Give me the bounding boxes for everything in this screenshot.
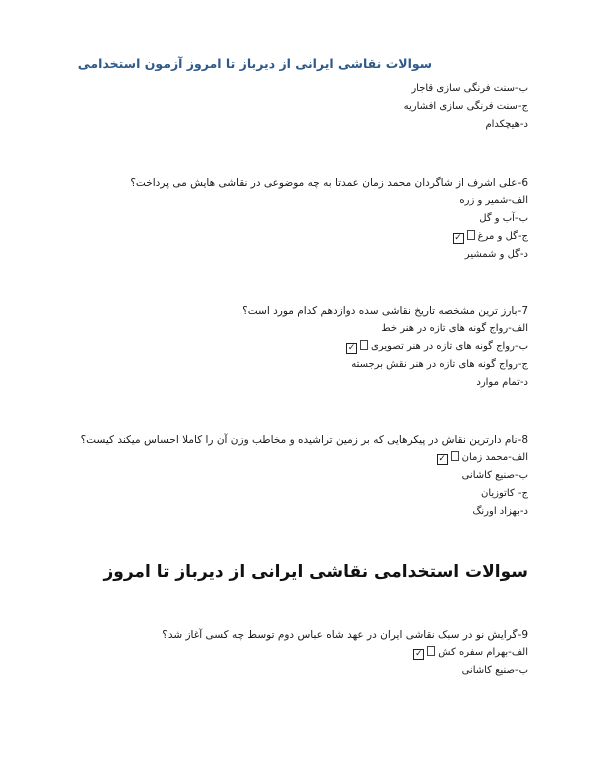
checkmark-icon: ✓ bbox=[454, 233, 462, 243]
q7-option-d: د-تمام موارد bbox=[476, 377, 528, 388]
q8-option-c: ج- کاتوزیان bbox=[480, 488, 528, 499]
q6-option-c-row bbox=[453, 230, 528, 244]
q9-option-b: ب-صنیع کاشانی bbox=[461, 665, 528, 676]
section-heading: سوالات استخدامی نقاشی ایرانی از دیرباز تا امروز bbox=[103, 562, 528, 582]
q5-option-c: ج-سنت فرنگی سازی افشاریه bbox=[403, 101, 528, 112]
checkmark-icon: ✓ bbox=[347, 343, 356, 353]
empty-box-icon bbox=[360, 340, 368, 350]
q7-question: 7-بارز ترین مشخصه تاریخ نقاشی سده دوازدهم کدام مورد است؟ bbox=[242, 305, 528, 317]
page-header-title: سوالات نقاشی ایرانی از دیرباز تا امروز آزمون استخدامی bbox=[77, 56, 432, 71]
empty-box-icon bbox=[427, 646, 435, 656]
q8-option-b: ب-صنیع کاشانی bbox=[461, 470, 528, 481]
q7-option-b: ب-رواج گونه های تازه در هنر تصویری bbox=[371, 341, 528, 352]
q9-question: 9-گرایش نو در سبک نقاشی ایران در عهد شاه عباس دوم توسط چه کسی آغاز شد؟ bbox=[162, 629, 528, 641]
q8-question: 8-نام دارترین نقاش در پیکرهایی که بر زمین تراشیده و مخاطب وزن آن را کاملا احساس میکند کیست؟ bbox=[80, 434, 528, 446]
empty-box-icon bbox=[467, 230, 475, 240]
q5-option-b: ب-سنت فرنگی سازی قاجار bbox=[411, 83, 528, 94]
q6-option-c: ج-گل و مرغ bbox=[477, 231, 528, 242]
q7-option-b-row bbox=[346, 340, 528, 354]
q6-option-a: الف-شمیر و زره bbox=[459, 195, 528, 206]
checkmark-icon: ✓ bbox=[414, 649, 423, 659]
q8-option-a: الف-محمد زمان bbox=[461, 452, 528, 463]
q8-option-a-row bbox=[437, 451, 528, 465]
q6-option-b: ب-آب و گل bbox=[479, 213, 528, 224]
q9-option-a: الف-بهرام سفره کش bbox=[438, 647, 528, 658]
checkmark-icon: ✓ bbox=[438, 454, 446, 464]
q6-question: 6-علی اشرف از شاگردان محمد زمان عمدتا به چه موضوعی در نقاشی هایش می پرداخت؟ bbox=[130, 177, 528, 189]
empty-box-icon bbox=[451, 451, 459, 461]
q9-option-a-row bbox=[413, 646, 528, 660]
q6-option-d: د-گل و شمشیر bbox=[464, 249, 528, 260]
q7-option-c: ج-رواج گونه های تازه در هنر نقش برجسته bbox=[351, 359, 528, 370]
q7-option-a: الف-رواج گونه های تازه در هنر خط bbox=[381, 323, 528, 334]
q8-option-d: د-بهزاد اورنگ bbox=[472, 506, 528, 517]
q5-option-d: د-هیچکدام bbox=[485, 119, 528, 130]
